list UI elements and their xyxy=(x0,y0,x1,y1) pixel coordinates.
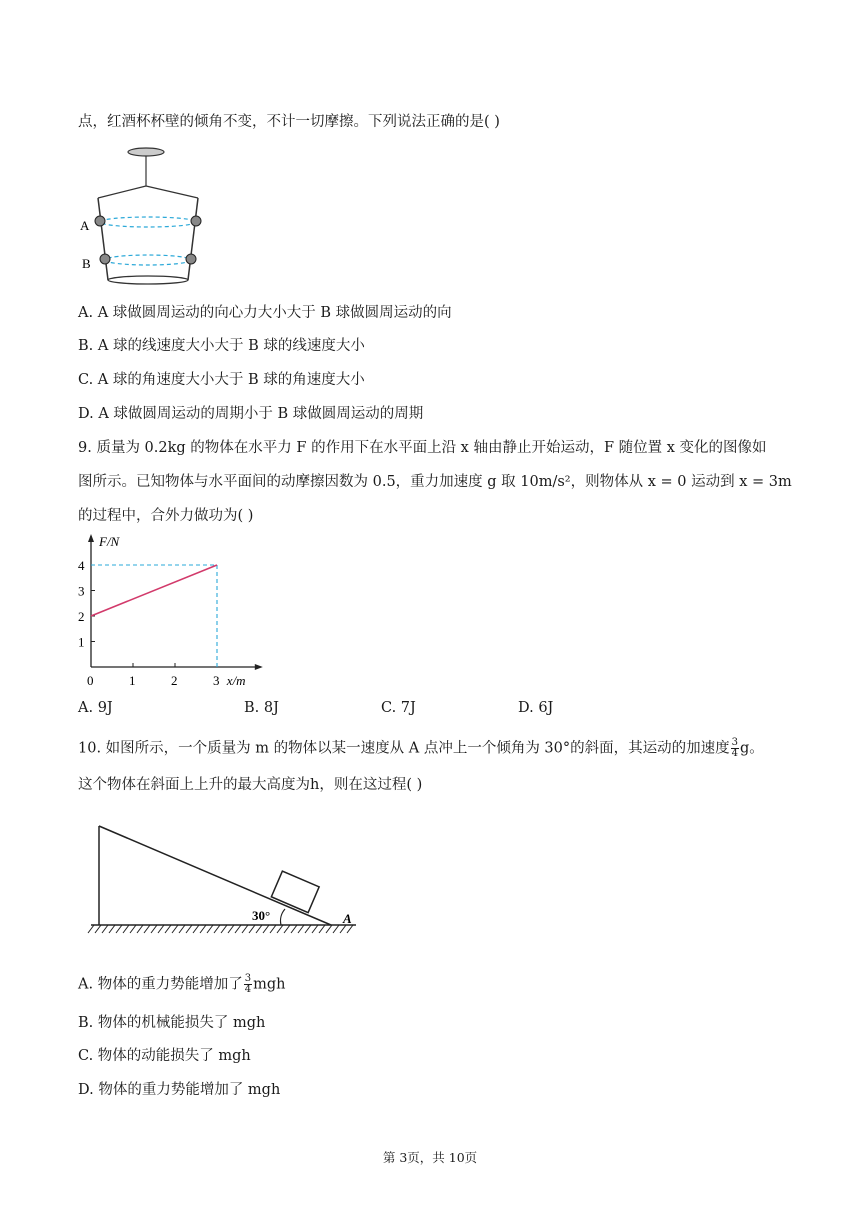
ground-hatch xyxy=(333,925,339,933)
force-line xyxy=(91,565,217,616)
ground-hatch xyxy=(291,925,297,933)
label-a: A xyxy=(80,218,90,233)
ball-b-right xyxy=(186,254,196,264)
label-b: B xyxy=(82,256,91,271)
ground-hatch xyxy=(193,925,199,933)
option-a-fraction xyxy=(244,974,252,995)
q9-option-b[interactable]: B. 8J xyxy=(244,700,279,716)
ground-hatch xyxy=(270,925,276,933)
y-axis-arrow xyxy=(88,534,94,542)
ground-hatch xyxy=(186,925,192,933)
ground-hatch xyxy=(109,925,115,933)
q10-acceleration-fraction xyxy=(731,738,739,759)
ground-hatch xyxy=(95,925,101,933)
q10-line-1 xyxy=(78,738,764,759)
ground-hatch xyxy=(235,925,241,933)
ground-hatch xyxy=(242,925,248,933)
ground-hatch xyxy=(312,925,318,933)
x-tick-label: 1 xyxy=(129,673,136,688)
q8-option-a[interactable]: A. A 球做圆周运动的向心力大小大于 B 球做圆周运动的向 xyxy=(78,305,452,321)
q10-option-c[interactable]: C. 物体的动能损失了 mgh xyxy=(78,1048,251,1064)
ground-hatch xyxy=(144,925,150,933)
ball-a-right xyxy=(191,216,201,226)
ground-hatch xyxy=(137,925,143,933)
q10-line-1-pre: 10. 如图所示，一个质量为 m 的物体以某一速度从 A 点冲上一个倾角为 30°的斜面，其运动的加速度 xyxy=(78,740,730,757)
ground-hatch xyxy=(130,925,136,933)
ground-hatch xyxy=(347,925,353,933)
y-tick-label: 2 xyxy=(78,609,85,624)
q9-line-1: 9. 质量为 0.2kg 的物体在水平力 F 的作用下在水平面上沿 x 轴由静止开始运动，F 随位置 x 变化的图像如 xyxy=(78,440,767,456)
ball-a-left xyxy=(95,216,105,226)
angle-label: 30° xyxy=(252,908,271,923)
ball-b-left xyxy=(100,254,110,264)
y-tick-label: 1 xyxy=(78,634,85,650)
ground-hatch xyxy=(179,925,185,933)
point-a-label: A xyxy=(343,911,352,926)
fraction-denominator: 4 xyxy=(731,748,739,759)
ground-hatch xyxy=(88,925,94,933)
option-a-text: A. 物体的重力势能增加了 xyxy=(78,976,243,993)
ground-hatch xyxy=(249,925,255,933)
fraction-numerator: 3 xyxy=(244,973,252,984)
q10-option-d[interactable]: D. 物体的重力势能增加了 mgh xyxy=(78,1082,281,1098)
ground-hatch xyxy=(319,925,325,933)
ground-hatch xyxy=(200,925,206,933)
ground-hatch xyxy=(228,925,234,933)
q10-line-1-post: g。 xyxy=(740,740,764,757)
ground-hatch xyxy=(116,925,122,933)
x-axis-label: x/m xyxy=(226,673,246,688)
ground-hatch xyxy=(151,925,157,933)
x-tick-label: 2 xyxy=(171,673,178,688)
orbit-a xyxy=(100,217,196,227)
ground-hatch xyxy=(256,925,262,933)
q9-option-d[interactable]: D. 6J xyxy=(518,700,554,716)
q10-option-b[interactable]: B. 物体的机械能损失了 mgh xyxy=(78,1015,266,1031)
ground-hatch xyxy=(165,925,171,933)
ground-hatch xyxy=(326,925,332,933)
ground-hatch xyxy=(298,925,304,933)
fraction-denominator: 4 xyxy=(244,984,252,995)
y-tick-label: 4 xyxy=(78,558,85,573)
q9-line-2: 图所示。已知物体与水平面间的动摩擦因数为 0.5，重力加速度 g 取 10m/s²，则物体从 x = 0 运动到 x = 3m xyxy=(78,474,792,490)
force-position-chart xyxy=(68,530,283,690)
x-axis-arrow xyxy=(255,664,263,670)
x-tick-label: 0 xyxy=(87,673,94,688)
ground-hatch xyxy=(305,925,311,933)
q10-line-2: 这个物体在斜面上上升的最大高度为h，则在这过程( ) xyxy=(78,777,423,793)
ground-hatch xyxy=(158,925,164,933)
incline-figure xyxy=(86,820,361,940)
wine-glass-figure xyxy=(78,142,228,292)
orbit-b xyxy=(105,255,191,265)
ground-hatch xyxy=(340,925,346,933)
q8-option-d[interactable]: D. A 球做圆周运动的周期小于 B 球做圆周运动的周期 xyxy=(78,406,424,422)
q9-option-c[interactable]: C. 7J xyxy=(381,700,416,716)
q10-option-a[interactable] xyxy=(78,974,285,995)
ground-hatch xyxy=(214,925,220,933)
block xyxy=(271,871,319,912)
q9-option-a[interactable]: A. 9J xyxy=(78,700,113,716)
ground-hatch xyxy=(221,925,227,933)
fraction-numerator: 3 xyxy=(731,737,739,748)
page-footer: 第 3页，共 10页 xyxy=(382,1150,478,1165)
x-tick-label: 3 xyxy=(213,673,220,688)
q8-option-b[interactable]: B. A 球的线速度大小大于 B 球的线速度大小 xyxy=(78,338,365,354)
ground-hatch xyxy=(277,925,283,933)
option-a-suffix: mgh xyxy=(253,976,286,993)
ground-hatch xyxy=(207,925,213,933)
q9-line-3: 的过程中，合外力做功为( ) xyxy=(78,508,254,524)
y-axis-label: F/N xyxy=(99,534,120,550)
ground-hatch xyxy=(102,925,108,933)
ground-hatch xyxy=(123,925,129,933)
ground-hatch xyxy=(263,925,269,933)
y-tick-label: 3 xyxy=(78,583,85,599)
q8-option-c[interactable]: C. A 球的角速度大小大于 B 球的角速度大小 xyxy=(78,372,365,388)
ground-hatch xyxy=(172,925,178,933)
q8-stem-tail: 点，红酒杯杯壁的倾角不变，不计一切摩擦。下列说法正确的是( ) xyxy=(78,114,500,130)
ground-hatch xyxy=(284,925,290,933)
